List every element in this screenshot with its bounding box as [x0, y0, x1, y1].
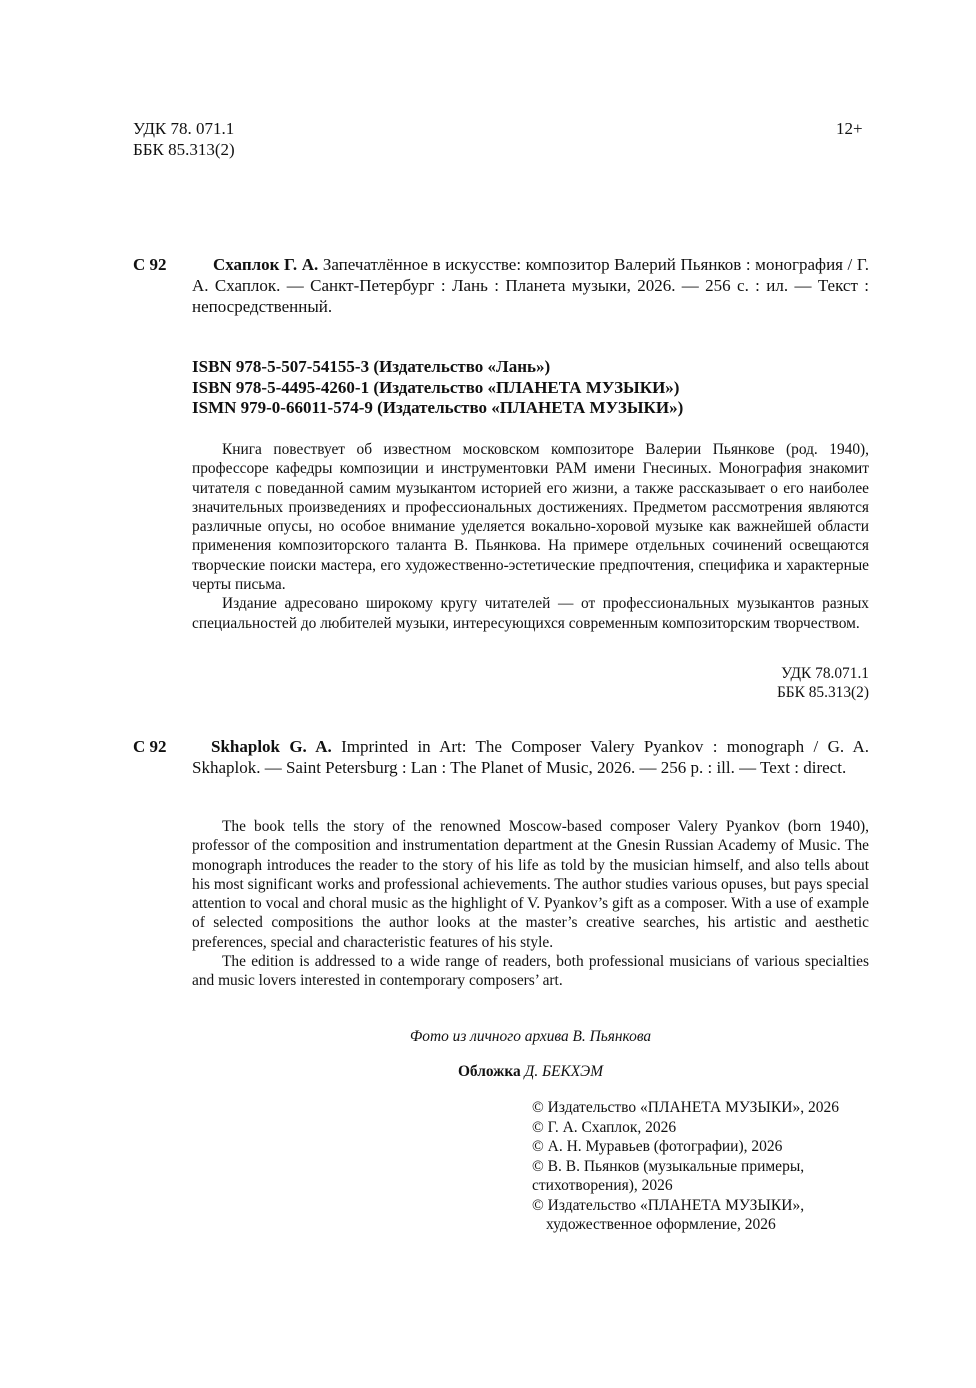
- copyright-line: художественное оформление, 2026: [546, 1216, 776, 1233]
- bbk-code-right: ББК 85.313(2): [776, 684, 869, 702]
- copyright-line: стихотворения), 2026: [532, 1177, 673, 1194]
- isbn-planet: ISBN 978-5-4495-4260-1 (Издательство «ПЛАНЕТА МУЗЫКИ»): [192, 377, 680, 397]
- copyright-block: [532, 1098, 839, 1235]
- isbn-lan: ISBN 978-5-507-54155-3 (Издательство «Лань»): [192, 357, 551, 376]
- cover-artist: Д. БЕКХЭМ: [524, 1063, 604, 1080]
- en-abstract: [192, 817, 869, 991]
- en-abstract-paragraph: The edition is addressed to a wide range of readers, both professional musicians of various specialties and music lovers interested in contemporary composers’ art.: [192, 953, 869, 990]
- copyright-line: © А. Н. Муравьев (фотографии), 2026: [532, 1138, 783, 1155]
- bbk-code: ББК 85.313(2): [133, 140, 235, 159]
- copyright-line: © В. В. Пьянков (музыкальные примеры,: [532, 1157, 805, 1175]
- age-rating: 12+: [836, 119, 863, 138]
- en-description: Imprinted in Art: The Composer Valery Pyankov : monograph / G. A. Skhaplok. — Saint Petersburg : Lan : The Planet of Music, 2026. — 256 p. : ill. — Text : direct.: [192, 737, 870, 777]
- ru-entry-code: С 92: [133, 255, 167, 274]
- ismn-planet: ISMN 979-0-66011-574-9 (Издательство «ПЛАНЕТА МУЗЫКИ»): [192, 398, 684, 417]
- udk-code-right: УДК 78.071.1: [781, 665, 869, 682]
- classification-right: [764, 664, 869, 703]
- en-author: Skhaplok G. A.: [211, 737, 332, 756]
- ru-abstract-paragraph: Издание адресовано широкому кругу читателей — от профессиональных музыкантов разных специальностей до любителей музыки, интересующихся современным композиторским творчеством.: [192, 595, 869, 632]
- en-entry-code: С 92: [133, 737, 167, 756]
- ru-abstract: [192, 440, 869, 633]
- ru-abstract-paragraph: Книга повествует об известном московском композиторе Валерии Пьянкове (род. 1940), профессоре кафедры композиции и инструментовки РАМ имени Гнесиных. Монография знакомит читателя с поведанной самим музыкантом историей его жизни, а также рассказывает о его наиболее значительных произведениях и профессиональных достижениях. Предметом рассмотрения являются различные опусы, но особое внимание уделяется вокально-хоровой музыке как важнейшей области применения композиторского таланта В. Пьянкова. На примере отдельных сочинений освещаются творческие поиски мастера, его художественно-эстетические предпочтения, специфика и характерные черты письма.: [192, 441, 869, 594]
- udk-code: УДК 78. 071.1: [133, 119, 235, 138]
- cover-credit: [192, 1062, 869, 1081]
- ru-author: Схаплок Г. А.: [213, 255, 319, 274]
- cover-label: Обложка: [457, 1063, 521, 1080]
- photo-credit: Фото из личного архива В. Пьянкова: [409, 1028, 652, 1045]
- copyright-line: © Издательство «ПЛАНЕТА МУЗЫКИ», 2026: [532, 1099, 839, 1116]
- ru-bibliographic-entry: [192, 254, 869, 317]
- copyright-line: © Г. А. Схаплок, 2026: [532, 1118, 677, 1136]
- en-abstract-paragraph: The book tells the story of the renowned Moscow-based composer Valery Pyankov (born 1940), professor of the composition and instrumentation department at the Gnesin Russian Academy of Music. The monograph introduces the reader to the story of his life as told by the musician himself, and also tells about his most significant works and professional achievements. The author studies various opuses, but pays special attention to vocal and choral music as the highlight of V. Pyankov’s gift as a composer. With a use of example of selected compositions the author looks at the master’s creative searches, his artistic and aesthetic preferences, special and characteristic features of his style.: [192, 818, 869, 951]
- ru-description: Запечатлённое в искусстве: композитор Валерий Пьянков : монография / Г. А. Схаплок. — Санкт-Петербург : Лань : Планета музыки, 2026. — 256 с. : ил. — Текст : непосредственный.: [192, 255, 870, 316]
- en-bibliographic-entry: [192, 736, 869, 778]
- header-classification: [133, 118, 235, 160]
- identifiers-block: [192, 357, 683, 419]
- copyright-line: © Издательство «ПЛАНЕТА МУЗЫКИ»,: [532, 1196, 805, 1214]
